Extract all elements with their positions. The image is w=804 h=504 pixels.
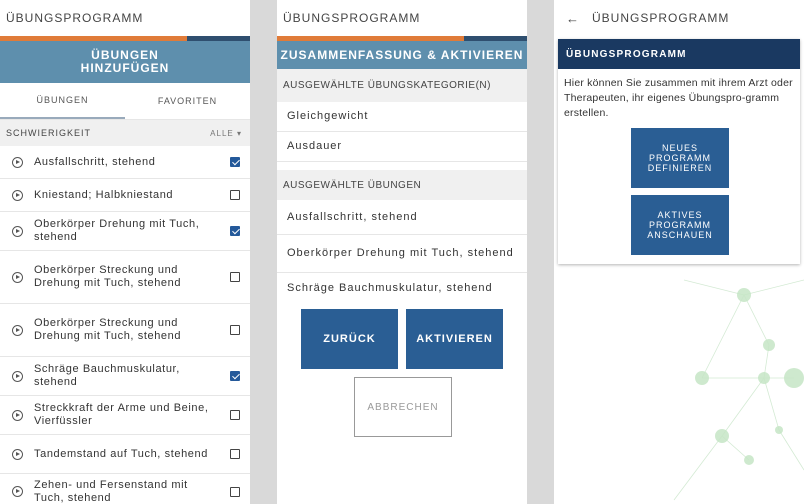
app-title: ÜBUNGSPROGRAMM xyxy=(283,11,421,25)
filter-dropdown[interactable] xyxy=(210,129,242,138)
header-line-1: ÜBUNGEN xyxy=(91,48,159,62)
categories-section-title: AUSGEWÄHLTE ÜBUNGSKATEGORIE(N) xyxy=(277,69,527,102)
exercise-checkbox[interactable] xyxy=(220,226,250,236)
exercise-row[interactable] xyxy=(0,304,250,357)
exercise-name: Kniestand; Halbkniestand xyxy=(34,188,174,201)
cancel-button[interactable]: ABBRECHEN xyxy=(354,377,452,437)
exercise-row[interactable] xyxy=(0,146,250,179)
play-circle-icon[interactable] xyxy=(0,157,34,168)
accent-bar xyxy=(277,36,527,41)
difficulty-filter[interactable] xyxy=(0,120,250,146)
play-circle-icon[interactable] xyxy=(0,190,34,201)
filter-value: ALLE xyxy=(210,128,234,138)
exercise-name: Oberkörper Streckung und Drehung mit Tuch, stehend xyxy=(34,264,182,289)
new-program-label: NEUES PROGRAMM DEFINIEREN xyxy=(647,143,713,173)
exercise-row[interactable] xyxy=(0,396,250,435)
activate-button[interactable]: AKTIVIEREN xyxy=(406,309,503,369)
exercise-checkbox[interactable] xyxy=(220,190,250,200)
tab-label: FAVORITEN xyxy=(157,96,218,106)
play-circle-icon[interactable] xyxy=(0,410,34,421)
exercise-list xyxy=(0,146,250,504)
section-header xyxy=(0,41,250,83)
exercise-add-panel xyxy=(0,0,250,504)
back-button[interactable]: ZURÜCK xyxy=(301,309,398,369)
selected-exercise-item: Oberkörper Drehung mit Tuch, stehend xyxy=(277,235,527,273)
tab-bar xyxy=(0,83,250,120)
active-program-button[interactable] xyxy=(631,195,729,255)
exercise-row[interactable] xyxy=(0,474,250,504)
new-program-button[interactable] xyxy=(631,128,729,188)
exercise-checkbox[interactable] xyxy=(220,325,250,335)
tab-exercises[interactable] xyxy=(0,83,125,119)
exercise-name: Oberkörper Streckung und Drehung mit Tuch, stehend xyxy=(34,317,182,342)
card-description: Hier können Sie zusammen mit ihrem Arzt oder Therapeuten, ihr eigenes Übungspro-gramm erstellen. xyxy=(564,77,793,119)
selected-exercise-item: Ausfallschritt, stehend xyxy=(277,200,527,235)
exercise-row[interactable] xyxy=(0,357,250,396)
exercise-name: Oberkörper Drehung mit Tuch, stehend xyxy=(34,218,200,243)
exercise-row[interactable] xyxy=(0,179,250,212)
exercise-name: Streckkraft der Arme und Beine, Vierfüssler xyxy=(34,402,209,427)
play-circle-icon[interactable] xyxy=(0,226,34,237)
exercise-name: Tandemstand auf Tuch, stehend xyxy=(34,447,208,460)
play-circle-icon[interactable] xyxy=(0,371,34,382)
exercise-row[interactable] xyxy=(0,212,250,251)
play-circle-icon[interactable] xyxy=(0,449,34,460)
section-header xyxy=(277,41,527,69)
active-program-label: AKTIVES PROGRAMM ANSCHAUEN xyxy=(647,210,713,240)
exercise-row[interactable] xyxy=(0,251,250,304)
exercise-row[interactable] xyxy=(0,435,250,474)
header-line-2: HINZUFÜGEN xyxy=(80,61,170,75)
play-circle-icon[interactable] xyxy=(0,325,34,336)
exercises-section-title: AUSGEWÄHLTE ÜBUNGEN xyxy=(277,170,527,200)
exercise-checkbox[interactable] xyxy=(220,449,250,459)
app-bar xyxy=(0,0,250,36)
filter-label: SCHWIERIGKEIT xyxy=(6,128,92,138)
category-item: Ausdauer xyxy=(277,132,527,162)
exercise-name: Zehen- und Fersenstand mit Tuch, stehend xyxy=(34,478,188,504)
chevron-down-icon: ▾ xyxy=(236,128,242,138)
summary-panel xyxy=(277,0,527,504)
selected-exercise-item: Schräge Bauchmuskulatur, stehend xyxy=(287,281,493,294)
program-card xyxy=(558,39,800,264)
exercise-checkbox[interactable] xyxy=(220,157,250,167)
exercise-checkbox[interactable] xyxy=(220,487,250,497)
header-title: ZUSAMMENFASSUNG & AKTIVIEREN xyxy=(280,48,524,62)
exercise-checkbox[interactable] xyxy=(220,410,250,420)
exercise-name: Schräge Bauchmuskulatur, stehend xyxy=(34,363,180,388)
app-title: ÜBUNGSPROGRAMM xyxy=(6,11,144,25)
card-title: ÜBUNGSPROGRAMM xyxy=(558,39,800,69)
accent-bar xyxy=(0,36,250,41)
category-item: Gleichgewicht xyxy=(277,102,527,132)
tab-favorites[interactable] xyxy=(125,83,250,119)
exercise-name: Ausfallschritt, stehend xyxy=(34,155,156,168)
play-circle-icon[interactable] xyxy=(0,272,34,283)
exercise-checkbox[interactable] xyxy=(220,371,250,381)
play-circle-icon[interactable] xyxy=(0,486,34,497)
tab-label: ÜBUNGEN xyxy=(36,95,89,105)
app-bar xyxy=(277,0,527,36)
exercise-checkbox[interactable] xyxy=(220,272,250,282)
program-home-panel xyxy=(554,0,804,504)
app-title: ÜBUNGSPROGRAMM xyxy=(592,11,730,25)
arrow-left-icon[interactable]: ← xyxy=(566,10,580,26)
